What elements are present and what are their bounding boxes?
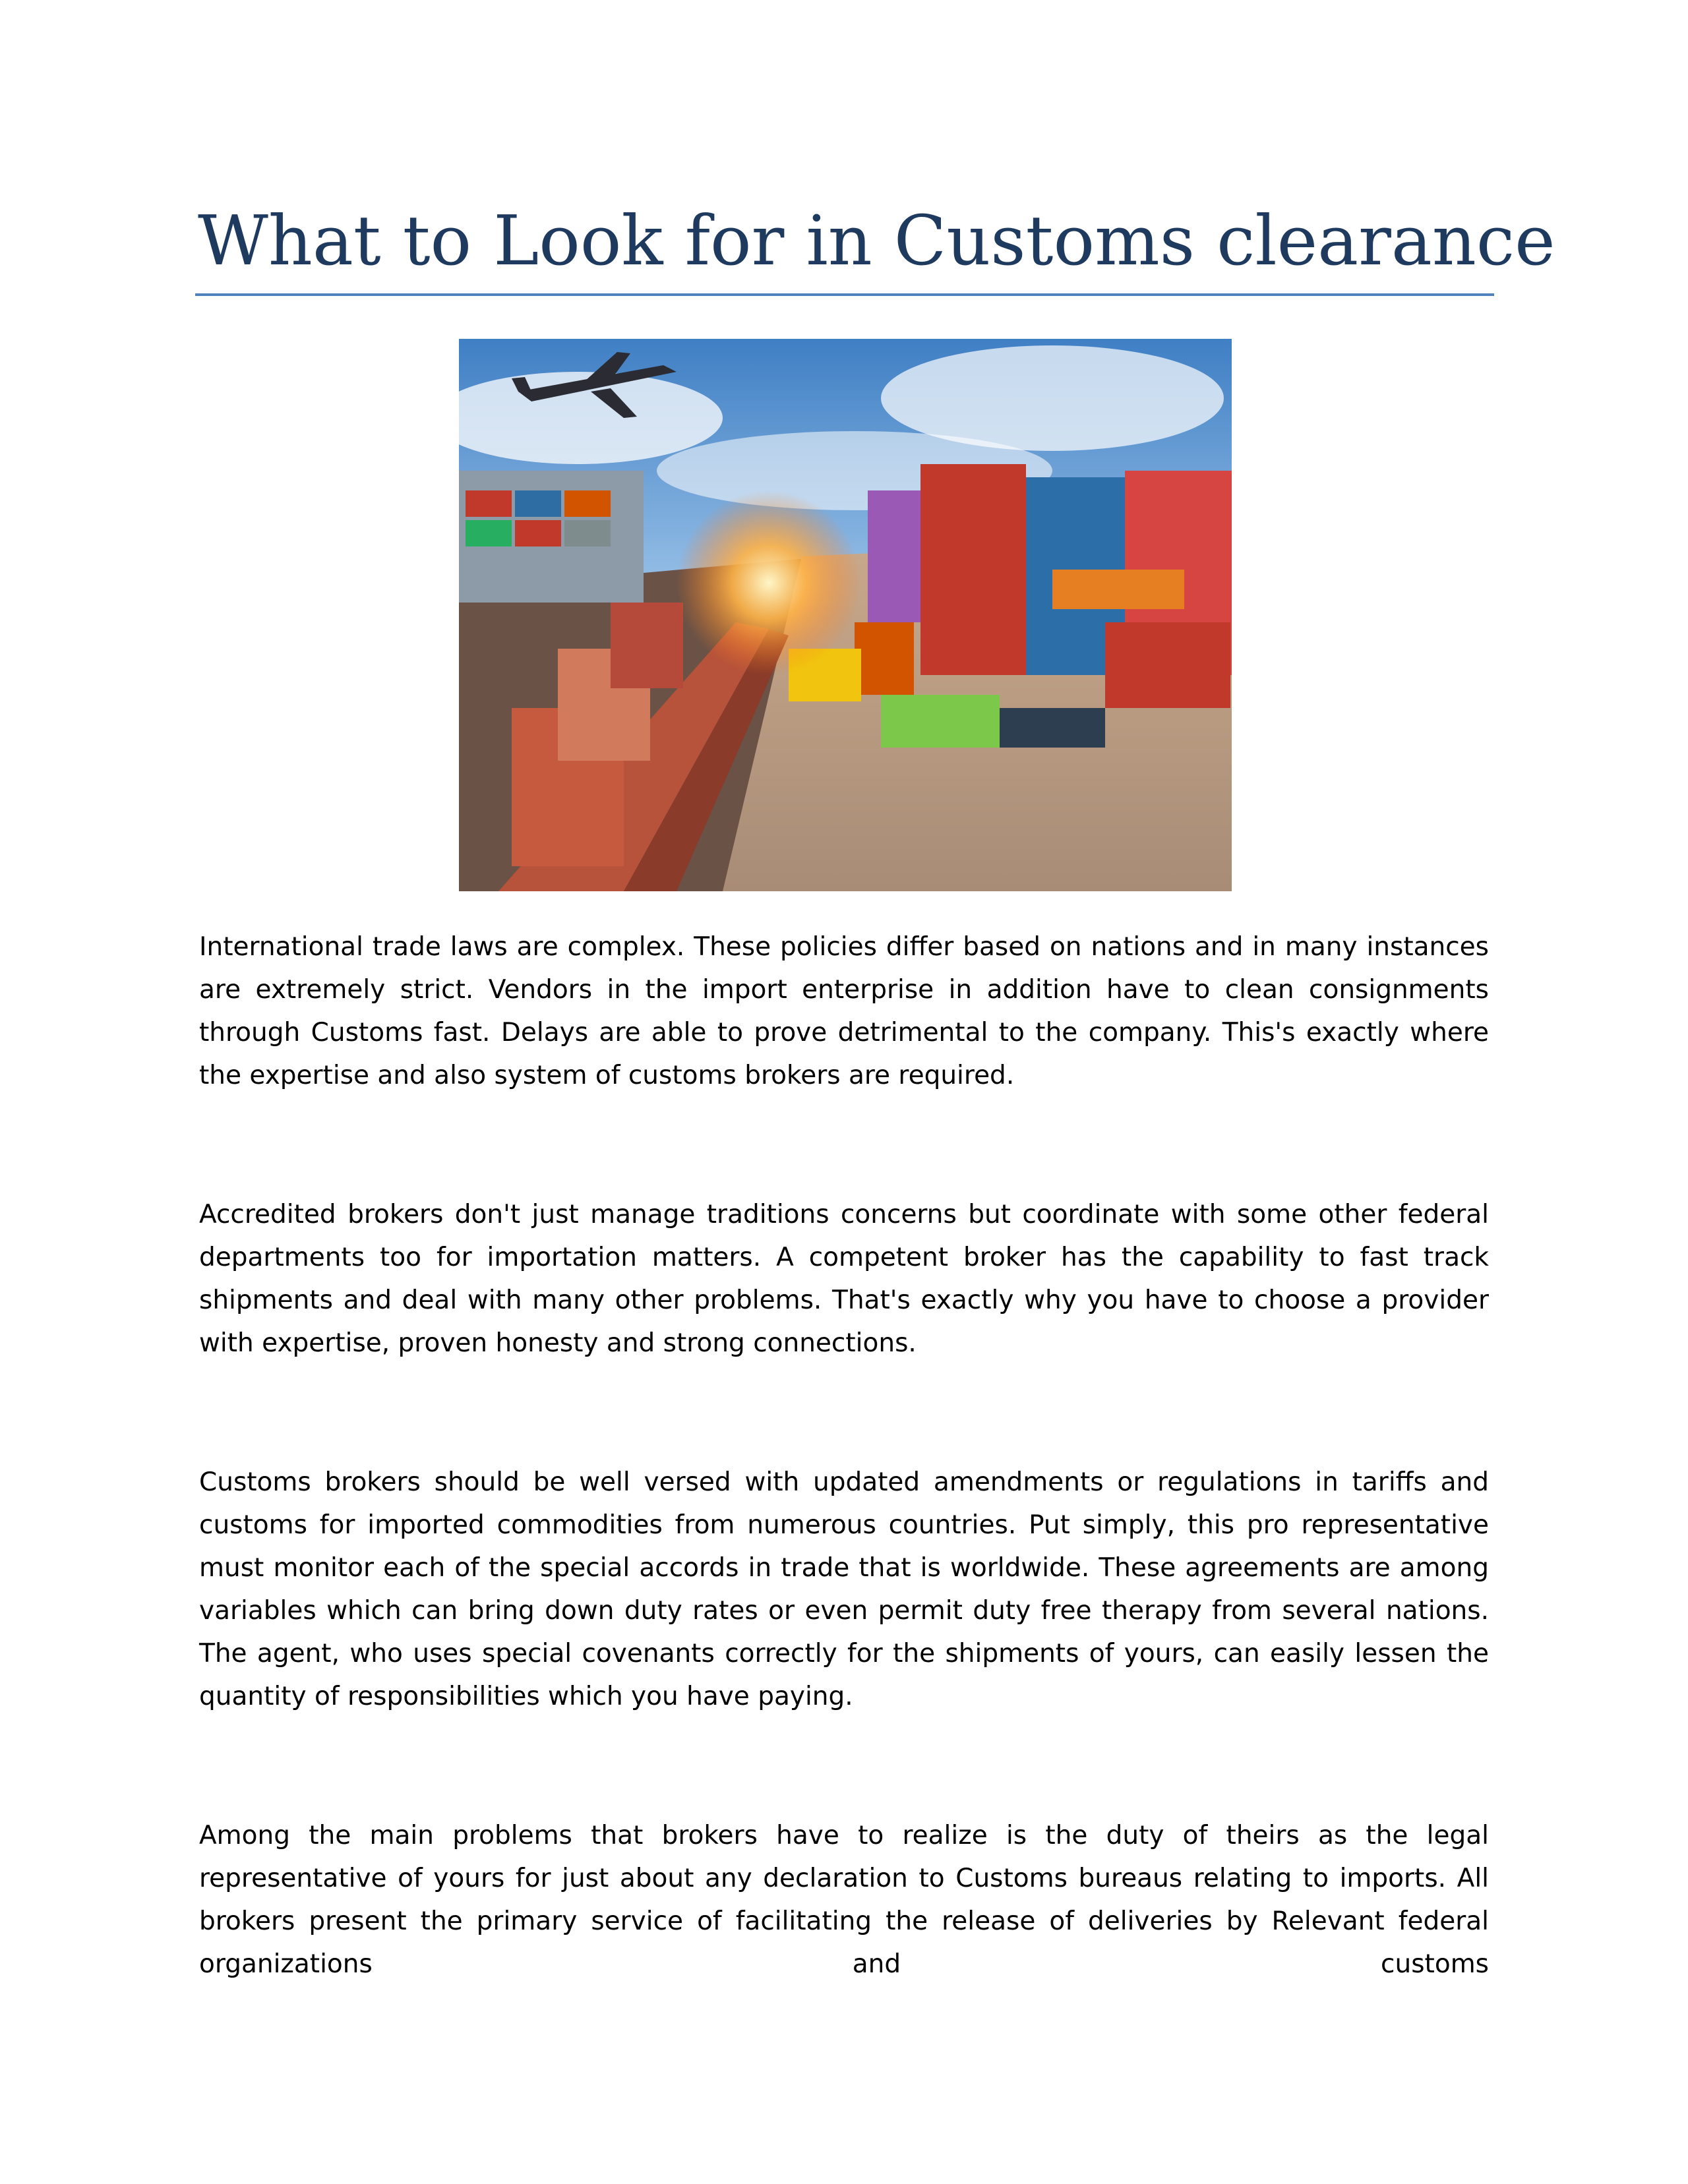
paragraph-accredited-brokers: Accredited brokers don't just manage traditions concerns but coordinate with some other federal departments too for importation matters. A competent broker has the capability to fast track shipments and deal with many other problems. That's exactly why you have to choose a provider with expertise, proven honesty and strong connections. (199, 1200, 1489, 1358)
title-underline (195, 293, 1494, 296)
paragraph-legal-representative: Among the main problems that brokers have to realize is the duty of theirs as the legal representative of yours for just about any declaration to Customs bureaus relating to imports. All brokers present the primary service of facilitating the release of deliveries by Relevant federal organizations and customs (199, 1821, 1489, 1979)
paragraph-tariffs-regulations: Customs brokers should be well versed with updated amendments or regulations in tariffs and customs for imported commodities from numerous countries. Put simply, this pro representative must monitor each of the special accords in trade that is worldwide. These agreements are among variables which can bring down duty rates or even permit duty free therapy from several nations. The agent, who uses special covenants correctly for the shipments of yours, can easily lessen the quantity of responsibilities which you have paying. (199, 1467, 1489, 1711)
cargo-port-illustration (459, 339, 1232, 891)
cargo-port-photo (459, 339, 1232, 891)
page-title: What to Look for in Customs clearance (198, 200, 1555, 281)
paragraph-intro: International trade laws are complex. These policies differ based on nations and in many instances are extremely strict. Vendors in the import enterprise in addition have to clean consignments through Customs fast. Delays are able to prove detrimental to the company. This's exactly where the expertise and also system of customs brokers are required. (199, 932, 1489, 1090)
